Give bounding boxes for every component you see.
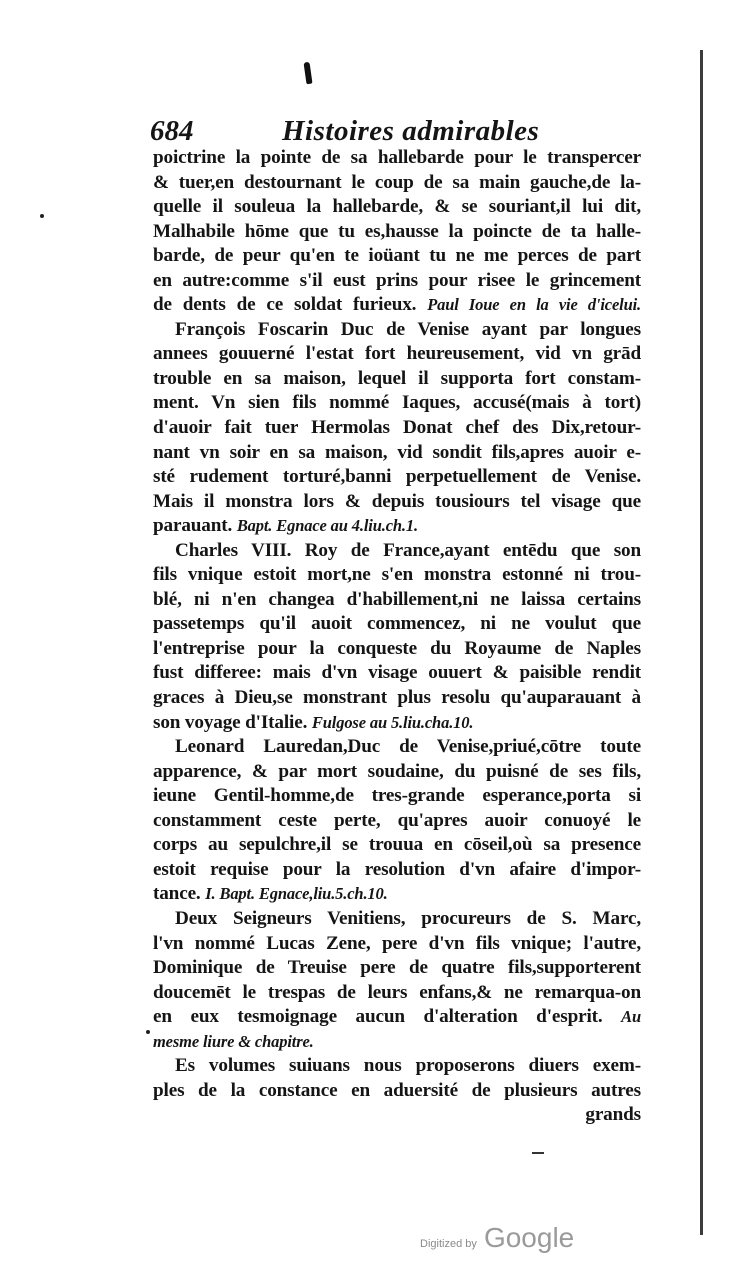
text-line: Mais il monstra lors & depuis tousiours tel visage que xyxy=(153,490,641,512)
text-line: doucemēt le trespas de leurs enfans,& ne remarqua-on xyxy=(153,981,641,1003)
text-line: en autre:comme s'il eust prins pour risee le grincement xyxy=(153,269,641,291)
body-text xyxy=(153,146,641,1128)
text-line: parauant. Bapt. Egnace au 4.liu.ch.1. xyxy=(153,515,418,537)
page-number: 684 xyxy=(150,115,194,147)
text-line: fils vnique estoit mort,ne s'en monstra estonné ni trou- xyxy=(153,564,641,586)
paragraph-start-line: Leonard Lauredan,Duc de Venise,priué,cōtre toute xyxy=(175,736,641,758)
text-line: Dominique de Treuise pere de quatre fils,supporterent xyxy=(153,957,641,979)
catchword: grands xyxy=(585,1104,641,1126)
text-line: passetemps qu'il auoit commencez, ni ne voulut que xyxy=(153,613,641,635)
digitized-prefix: Digitized by xyxy=(420,1238,477,1250)
text-line: & tuer,en destournant le coup de sa main gauche,de la- xyxy=(153,171,641,193)
text-line: trouble en sa maison, lequel il supporta fort constam- xyxy=(153,367,641,389)
margin-speck xyxy=(40,214,44,218)
margin-speck xyxy=(146,1030,150,1034)
citation: Au xyxy=(621,1007,641,1027)
page-edge-shadow xyxy=(700,50,703,1235)
running-title: Histoires admirables xyxy=(282,115,540,147)
text-line: graces à Dieu,se monstrant plus resolu qu'auparauant à xyxy=(153,687,641,709)
text-line: tance. I. Bapt. Egnace,liu.5.ch.10. xyxy=(153,883,388,905)
ink-mark xyxy=(532,1152,544,1154)
text-line: ples de la constance en aduersité de plusieurs autres xyxy=(153,1079,641,1101)
text-line: corps au sepulchre,il se trouua en cōseil,où sa presence xyxy=(153,834,641,856)
text-line: fust differee: mais d'vn visage ouuert & paisible rendit xyxy=(153,662,641,684)
text-line xyxy=(153,1030,641,1055)
citation: mesme liure & chapitre. xyxy=(153,1031,314,1051)
text-line: de dents de ce soldat furieux. Paul Ioue en la vie d'icelui. xyxy=(153,294,641,316)
text-line: apparence, & par mort soudaine, du puisné de ses fils, xyxy=(153,760,641,782)
citation: Bapt. Egnace au 4.liu.ch.1. xyxy=(236,516,418,536)
text-line: constamment ceste perte, qu'apres auoir conuoyé le xyxy=(153,809,641,831)
ink-mark xyxy=(303,62,312,85)
text-line: d'auoir fait tuer Hermolas Donat chef des Dix,retour- xyxy=(153,417,641,439)
text-line: estoit requise pour la resolution d'vn afaire d'impor- xyxy=(153,858,641,880)
text-line: barde, de peur qu'en te ioüant tu ne me perces de part xyxy=(153,245,641,267)
paragraph-start-line: Charles VIII. Roy de France,ayant entēdu que son xyxy=(175,539,641,561)
paragraph-start-line: Deux Seigneurs Venitiens, procureurs de S. Marc, xyxy=(175,907,641,929)
text-line: quelle il souleua la hallebarde, & se souriant,il lui dit, xyxy=(153,196,641,218)
text-line: blé, ni n'en changea d'habillement,ni ne laissa certains xyxy=(153,588,641,610)
citation: Paul Ioue en la vie d'icelui. xyxy=(427,295,641,315)
text-line: sté rudement torturé,banni perpetuellement de Venise. xyxy=(153,466,641,488)
text-line: poictrine la pointe de sa hallebarde pour le transpercer xyxy=(153,147,641,168)
text-line: nant vn soir en sa maison, vid sondit fils,apres auoir e- xyxy=(153,441,641,463)
text-line: ieune Gentil-homme,de tres-grande esperance,porta si xyxy=(153,785,641,807)
citation: Fulgose au 5.liu.cha.10. xyxy=(311,712,474,732)
text-line: ment. Vn sien fils nommé Iaques, accusé(mais à tort) xyxy=(153,392,641,414)
citation: I. Bapt. Egnace,liu.5.ch.10. xyxy=(205,884,388,904)
text-line: en eux tesmoignage aucun d'alteration d'esprit. Au xyxy=(153,1006,641,1028)
text-line: Malhabile hōme que tu es,hausse la poincte de ta halle- xyxy=(153,220,641,242)
text-line: l'entreprise pour la conqueste du Royaume de Naples xyxy=(153,637,641,659)
text-line: son voyage d'Italie. Fulgose au 5.liu.cha.10. xyxy=(153,711,474,733)
paragraph-start-line: Es volumes suiuans nous proposerons diuers exem- xyxy=(175,1055,641,1077)
digitized-brand: Google xyxy=(483,1222,575,1253)
digitization-watermark xyxy=(420,1222,574,1262)
paragraph-start-line: François Foscarin Duc de Venise ayant par longues xyxy=(175,318,641,340)
text-line: annees gouuerné l'estat fort heureusement, vid vn grād xyxy=(153,343,641,365)
text-line: l'vn nommé Lucas Zene, pere d'vn fils vnique; l'autre, xyxy=(153,932,641,954)
